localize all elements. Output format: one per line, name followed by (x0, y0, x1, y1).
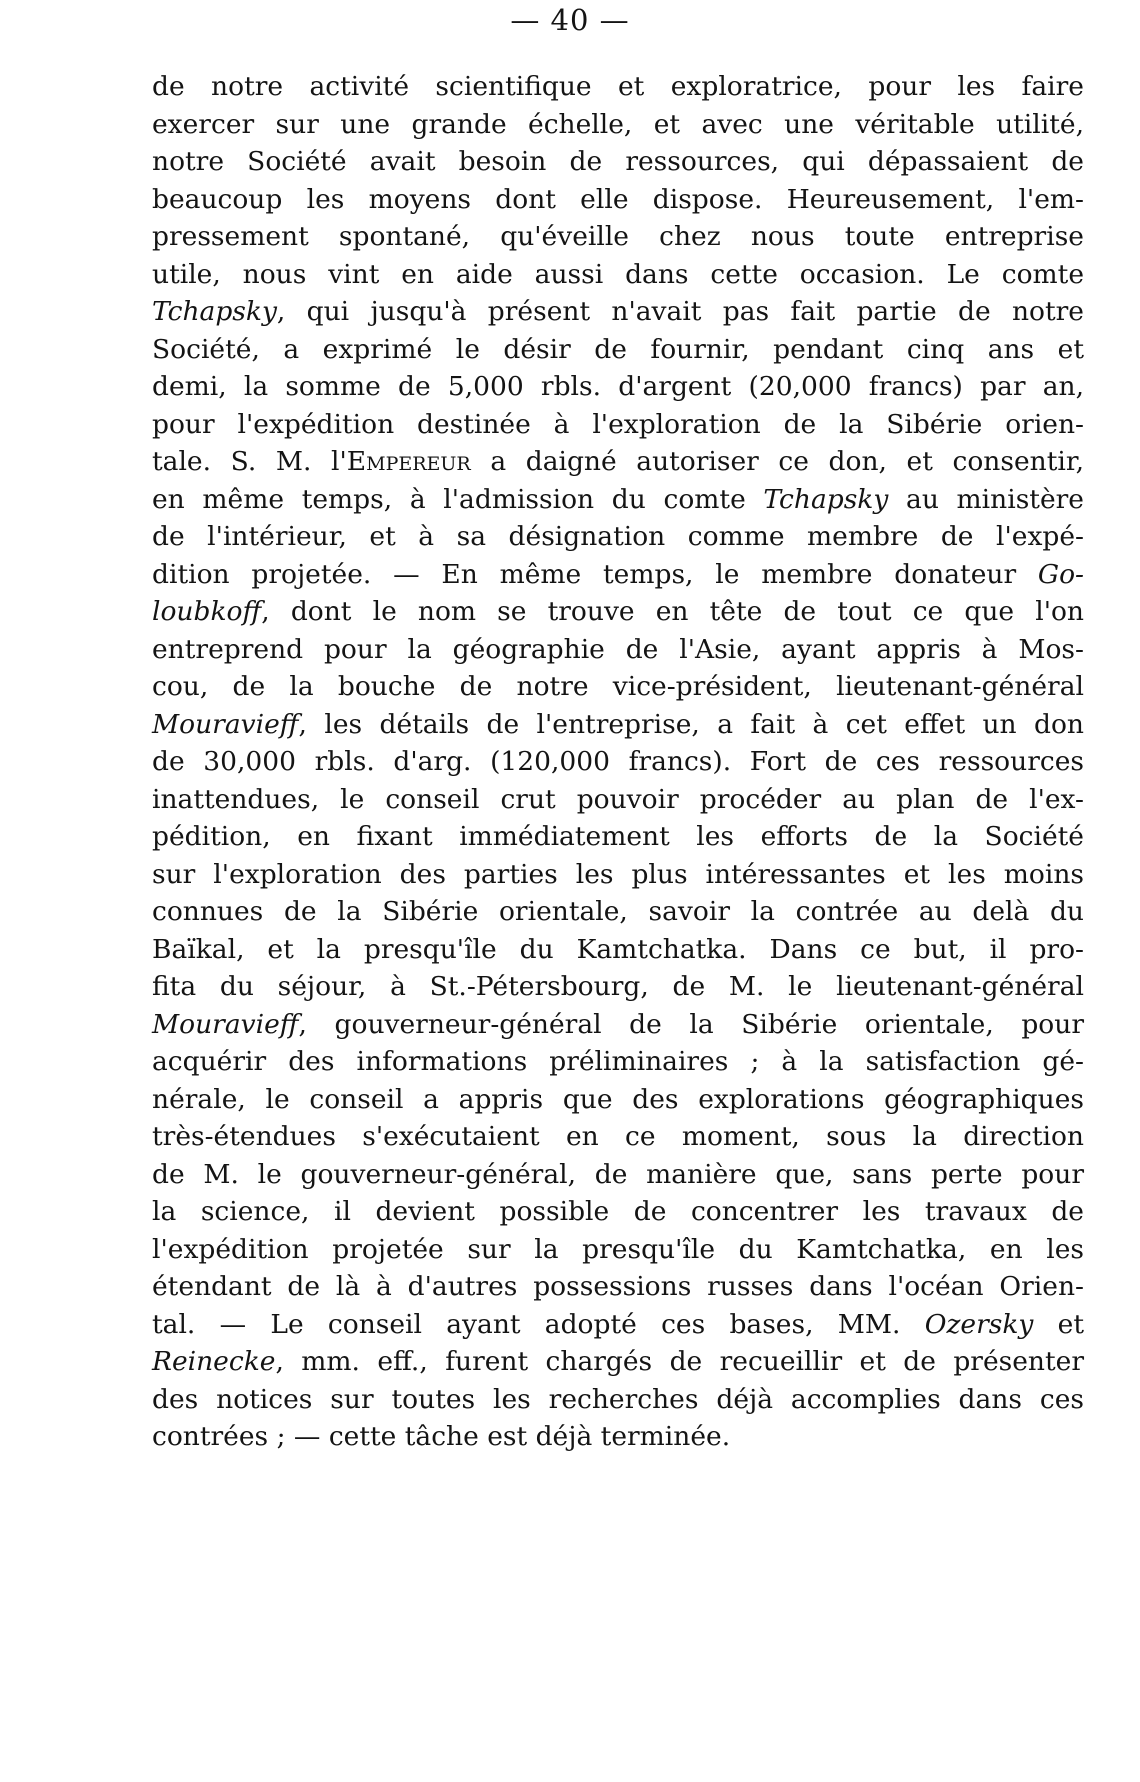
text-run: acquérir des informations préliminaires ; à la satisfaction gé- (152, 1046, 1084, 1077)
text-run: , dont le nom se trouve en tête de tout ce que l'on (261, 596, 1084, 627)
text-run: cou, de la bouche de notre vice-président, lieutenant-général (152, 671, 1084, 702)
text-run: tal. — Le conseil ayant adopté ces bases, MM. (152, 1308, 925, 1340)
text-line (152, 1193, 1084, 1231)
page-number: — 40 — (510, 3, 630, 37)
text-run: de l'intérieur, et à sa désignation comme membre de l'expé- (152, 521, 1084, 552)
text-line (152, 481, 1084, 519)
text-line (152, 181, 1084, 219)
text-line (152, 331, 1084, 369)
text-line (152, 1006, 1084, 1044)
text-run: de notre activité scientifique et exploratrice, pour les faire (152, 71, 1084, 102)
text-line (152, 1381, 1084, 1419)
text-line (152, 106, 1084, 144)
text-line (152, 931, 1084, 969)
text-run: notre Société avait besoin de ressources, qui dépassaient de (152, 146, 1084, 177)
text-run: et (1033, 1308, 1084, 1340)
text-line (152, 556, 1084, 594)
text-run: pour l'expédition destinée à l'exploration de la Sibérie orien- (152, 408, 1084, 440)
text-run: Baïkal, et la presqu'île du Kamtchatka. Dans ce but, il pro- (152, 933, 1084, 965)
text-run: , les détails de l'entreprise, a fait à cet effet un don (298, 708, 1084, 740)
text-line (152, 593, 1084, 631)
text-run: l'expédition projetée sur la presqu'île du Kamtchatka, en les (152, 1233, 1084, 1265)
text-line (152, 1156, 1084, 1194)
text-line (152, 143, 1084, 181)
text-run: contrées ; — cette tâche est déjà terminée. (152, 1421, 731, 1452)
text-line (152, 1081, 1084, 1119)
text-run: nérale, le conseil a appris que des explorations géographiques (152, 1083, 1084, 1115)
text-run: exercer sur une grande échelle, et avec une véritable utilité, (152, 108, 1084, 140)
text-line (152, 293, 1084, 331)
text-run: utile, nous vint en aide aussi dans cette occasion. Le comte (152, 258, 1084, 290)
text-run: pressement spontané, qu'éveille chez nous toute entreprise (152, 221, 1084, 252)
text-run: tale. S. M. l' (152, 446, 347, 477)
text-run: sur l'exploration des parties les plus intéressantes et les moins (152, 858, 1084, 890)
text-line (152, 1118, 1084, 1156)
body-paragraph (152, 68, 1084, 1456)
text-line (152, 968, 1084, 1006)
text-line (152, 406, 1084, 444)
text-run: demi, la somme de 5,000 rbls. d'argent (20,000 francs) par an, (152, 371, 1084, 402)
text-run: au ministère (888, 483, 1084, 515)
text-run: des notices sur toutes les recherches déjà accomplies dans ces (152, 1383, 1084, 1415)
text-line (152, 856, 1084, 894)
italic-name: Mouravieff (152, 1008, 299, 1040)
text-line (152, 781, 1084, 819)
text-line (152, 1418, 1084, 1456)
text-run: la science, il devient possible de concentrer les travaux de (152, 1196, 1084, 1227)
text-line (152, 1231, 1084, 1269)
italic-name: Tchapsky (763, 483, 889, 515)
text-line (152, 706, 1084, 744)
text-run: fita du séjour, à St.-Pétersbourg, de M. le lieutenant-général (152, 971, 1084, 1002)
text-line (152, 668, 1084, 706)
text-line (152, 368, 1084, 406)
italic-name: Tchapsky (152, 296, 277, 327)
text-line (152, 68, 1084, 106)
text-run: connues de la Sibérie orientale, savoir la contrée au delà du (152, 896, 1084, 927)
text-line (152, 518, 1084, 556)
text-line (152, 218, 1084, 256)
italic-name: Ozersky (924, 1308, 1034, 1340)
italic-name: loubkoff (152, 596, 262, 627)
text-run: beaucoup les moyens dont elle dispose. Heureusement, l'em- (152, 183, 1084, 215)
italic-name: Mouravieff (152, 708, 299, 740)
italic-name: Go- (1037, 558, 1084, 590)
text-line (152, 1268, 1084, 1306)
text-line (152, 1306, 1084, 1344)
text-run: a daigné autoriser ce don, et consentir, (470, 446, 1084, 477)
text-run: Société, a exprimé le désir de fournir, pendant cinq ans et (152, 333, 1084, 365)
text-line (152, 1343, 1084, 1381)
text-run: en même temps, à l'admission du comte (152, 483, 764, 515)
text-run: , qui jusqu'à présent n'avait pas fait partie de notre (276, 296, 1084, 327)
text-run: entreprend pour la géographie de l'Asie, ayant appris à Mos- (152, 633, 1084, 665)
text-run: dition projetée. — En même temps, le membre donateur (152, 558, 1038, 590)
text-run: de 30,000 rbls. d'arg. (120,000 francs). Fort de ces ressources (152, 746, 1084, 777)
text-line (152, 256, 1084, 294)
text-line (152, 631, 1084, 669)
text-run: pédition, en fixant immédiatement les efforts de la Société (152, 821, 1084, 852)
text-run: inattendues, le conseil crut pouvoir procéder au plan de l'ex- (152, 783, 1084, 815)
text-line (152, 893, 1084, 931)
text-run: de M. le gouverneur-général, de manière que, sans perte pour (152, 1158, 1084, 1190)
text-line (152, 1043, 1084, 1081)
text-run: étendant de là à d'autres possessions russes dans l'océan Orien- (152, 1271, 1084, 1302)
italic-name: Reinecke (152, 1346, 276, 1377)
text-line (152, 443, 1084, 481)
text-line (152, 743, 1084, 781)
text-line (152, 818, 1084, 856)
text-run: , gouverneur-général de la Sibérie orientale, pour (298, 1008, 1084, 1040)
text-run: , mm. eff., furent chargés de recueillir et de présenter (275, 1346, 1084, 1377)
small-caps-title: Empereur (346, 446, 471, 477)
text-run: très-étendues s'exécutaient en ce moment, sous la direction (152, 1121, 1084, 1152)
